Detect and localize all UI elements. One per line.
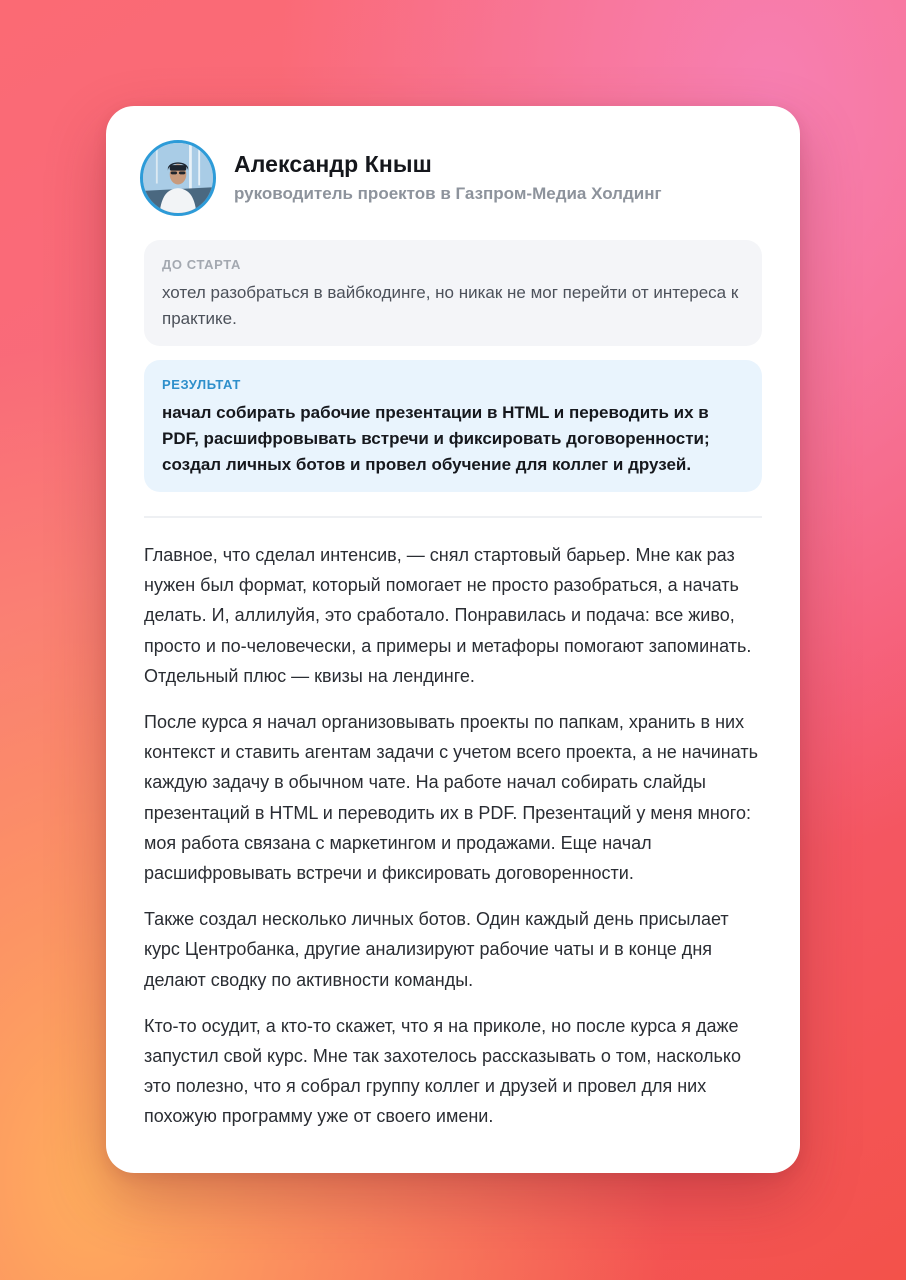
- result-text: начал собирать рабочие презентации в HTML и переводить их в PDF, расшифровывать встречи и фиксировать договоренности; создал личных ботов и провел обучение для коллег и друзей.: [162, 403, 710, 474]
- testimonial-body: [144, 540, 762, 1132]
- profile-role: руководитель проектов в Газпром-Медиа Холдинг: [234, 184, 662, 203]
- profile-name: Александр Кныш: [234, 151, 432, 177]
- testimonial-paragraph: Главное, что сделал интенсив, — снял стартовый барьер. Мне как раз нужен был формат, который помогает не просто разобраться, а начать делать. И, аллилуйя, это сработало. Понравилась и подача: все живо, просто и по-человечески, а примеры и метафоры помогают запоминать. Отдельный плюс — квизы на лендинге.: [144, 545, 752, 686]
- testimonial-paragraph: Кто-то осудит, а кто-то скажет, что я на приколе, но после курса я даже запустил свой курс. Мне так захотелось рассказывать о том, насколько это полезно, что я собрал группу коллег и друзей и провел для них похожую программу уже от своего имени.: [144, 1015, 741, 1127]
- profile-info: [234, 149, 662, 207]
- result-block: [144, 360, 762, 492]
- profile-header: [140, 138, 762, 218]
- avatar: [140, 140, 216, 216]
- divider: [144, 516, 762, 518]
- result-label: РЕЗУЛЬТАТ: [162, 377, 241, 392]
- person-photo-avatar: [143, 143, 213, 213]
- before-text: хотел разобраться в вайбкодинге, но никак не мог перейти от интереса к практике.: [162, 283, 739, 328]
- testimonial-card: [106, 106, 800, 1173]
- testimonial-paragraph: Также создал несколько личных ботов. Один каждый день присылает курс Центробанка, другие анализируют рабочие чаты и в конце дня делают сводку по активности команды.: [144, 909, 729, 990]
- before-block: [144, 240, 762, 346]
- testimonial-paragraph: После курса я начал организовывать проекты по папкам, хранить в них контекст и ставить агентам задачи с учетом всего проекта, а не начинать каждую задачу в обычном чате. На работе начал собирать слайды презентаций в HTML и переводить их в PDF. Презентаций у меня много: моя работа связана с маркетингом и продажами. Еще начал расшифровывать встречи и фиксировать договоренности.: [144, 712, 758, 884]
- before-label: ДО СТАРТА: [162, 257, 241, 272]
